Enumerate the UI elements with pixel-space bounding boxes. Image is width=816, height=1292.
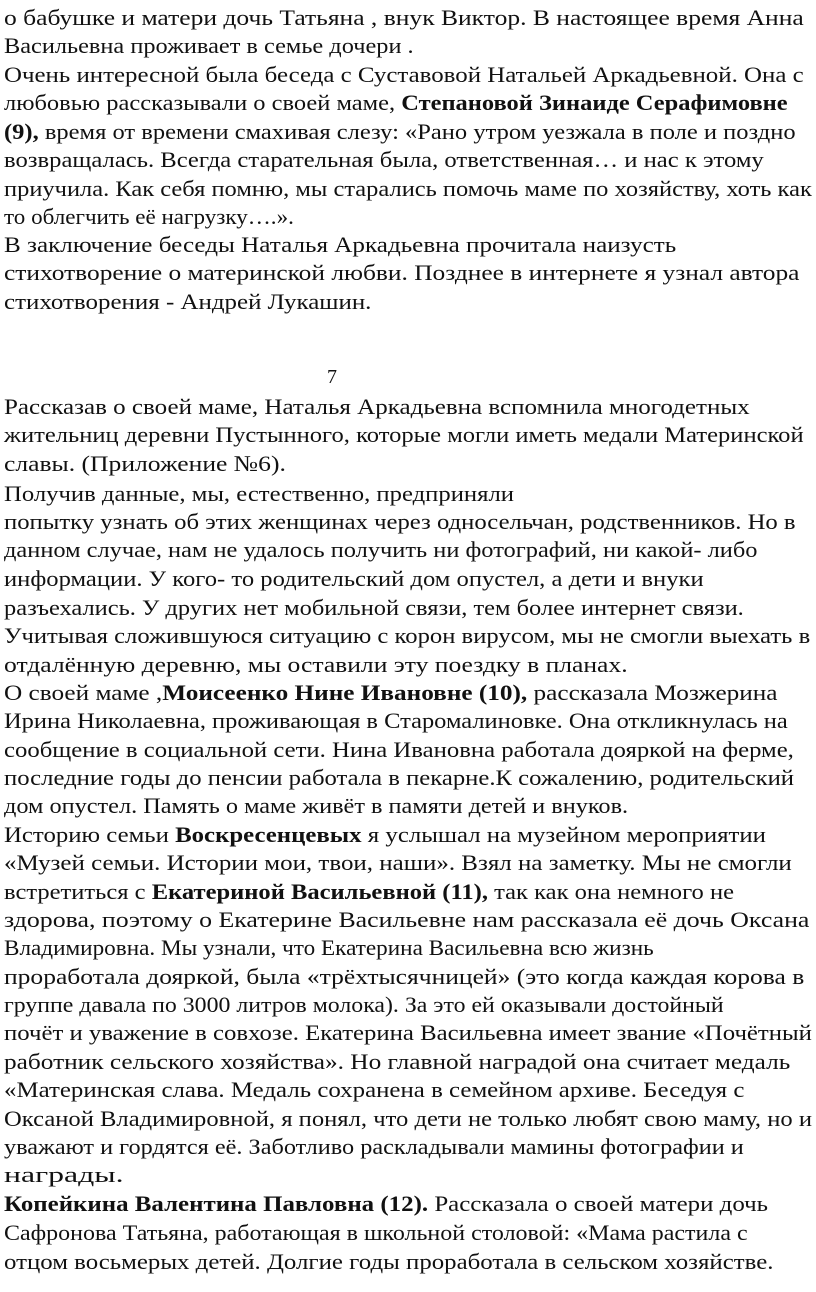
text-line: Очень интересной была беседа с Суставовой Натальей Аркадьевной. Она с: [4, 62, 804, 87]
text-line: дом опустел. Память о маме живёт в памяти детей и внуков.: [4, 793, 629, 818]
text-line: последние годы до пенсии работала в пекарне.К сожалению, родительский: [4, 765, 795, 790]
text-line: славы. (Приложение №6).: [4, 451, 286, 476]
text-line: стихотворения - Андрей Лукашин.: [4, 289, 372, 314]
text-line: разъехались. У других нет мобильной связи, тем более интернет связи.: [4, 595, 744, 620]
bold-name: Екатериной Васильевной (11),: [151, 879, 488, 904]
text-line: почёт и уважение в совхозе. Екатерина Васильевна имеет звание «Почётный: [4, 1020, 812, 1045]
text-line: О своей маме ,Моисеенко Нине Ивановне (10), рассказала Мозжерина: [4, 680, 778, 705]
text-line: «Материнская слава. Медаль сохранена в семейном архиве. Беседуя с: [4, 1077, 745, 1102]
text-line: сообщение в социальной сети. Нина Ивановна работала дояркой на ферме,: [4, 737, 794, 762]
text-line: стихотворение о материнской любви. Позднее в интернете я узнал автора: [4, 260, 800, 285]
text-line: уважают и гордятся её. Заботливо раскладывали мамины фотографии и: [4, 1134, 744, 1159]
text-line: работник сельского хозяйства». Но главной наградой она считает медаль: [4, 1049, 791, 1074]
text-line: жительниц деревни Пустынного, которые могли иметь медали Материнской: [4, 422, 804, 447]
text-line: Историю семьи Воскресенцевых я услышал на музейном мероприятии: [4, 822, 766, 847]
text-line: проработала дояркой, была «трёхтысячницей» (это когда каждая корова в: [4, 964, 805, 989]
bold-name: Степановой Зинаиде Серафимовне: [401, 90, 788, 115]
text-line: В заключение беседы Наталья Аркадьевна прочитала наизусть: [4, 232, 677, 257]
text-line: данном случае, нам не удалось получить ни фотографий, ни какой- либо: [4, 537, 758, 562]
text-line: «Музей семьи. Истории мои, твои, наши». Взял на заметку. Мы не смогли: [4, 850, 792, 875]
text-line: любовью рассказывали о своей маме, Степановой Зинаиде Серафимовне: [4, 90, 788, 115]
bold-name: (9),: [4, 119, 39, 144]
text-line: встретиться с Екатериной Васильевной (11), так как она немного не: [4, 879, 734, 904]
page-number: 7: [327, 366, 337, 388]
text-line: группе давала по 3000 литров молока). За это ей оказывали достойный: [4, 992, 724, 1017]
text-line: Копейкина Валентина Павловна (12). Рассказала о своей матери дочь: [4, 1191, 769, 1216]
text-line: приучила. Как себя помню, мы старались помочь маме по хозяйству, хоть как: [4, 176, 812, 201]
text-line: о бабушке и матери дочь Татьяна , внук Виктор. В настоящее время Анна: [4, 5, 804, 30]
text-line: Оксаной Владимировной, я понял, что дети не только любят свою маму, но и: [4, 1106, 813, 1131]
text-line: здорова, поэтому о Екатерине Васильевне нам рассказала её дочь Оксана: [4, 907, 810, 932]
text-line: награды.: [4, 1162, 124, 1187]
bold-name: Копейкина Валентина Павловна (12).: [4, 1191, 429, 1216]
text-line: (9), время от времени смахивая слезу: «Рано утром уезжала в поле и поздно: [4, 119, 796, 144]
text-line: отцом восьмерых детей. Долгие годы проработала в сельском хозяйстве.: [4, 1249, 774, 1274]
bold-name: Воскресенцевых: [175, 822, 362, 847]
text-line: Рассказав о своей маме, Наталья Аркадьевна вспомнила многодетных: [4, 394, 750, 419]
text-line: Сафронова Татьяна, работающая в школьной столовой: «Мама растила с: [4, 1220, 748, 1245]
text-line: Получив данные, мы, естественно, предприняли: [4, 481, 514, 506]
text-line: Васильевна проживает в семье дочери .: [4, 33, 414, 58]
text-line: информации. У кого- то родительский дом опустел, а дети и внуки: [4, 566, 704, 591]
text-line: Ирина Николаевна, проживающая в Старомалиновке. Она откликнулась на: [4, 708, 788, 733]
bold-name: Моисеенко Нине Ивановне (10),: [162, 680, 528, 705]
text-line: Владимировна. Мы узнали, что Екатерина Васильевна всю жизнь: [4, 935, 654, 960]
text-line: Учитывая сложившуюся ситуацию с корон вирусом, мы не смогли выехать в: [4, 623, 811, 648]
text-line: попытку узнать об этих женщинах через односельчан, родственников. Но в: [4, 509, 796, 534]
text-line: возвращалась. Всегда старательная была, ответственная… и нас к этому: [4, 147, 764, 172]
text-line: отдалённую деревню, мы оставили эту поездку в планах.: [4, 652, 628, 677]
text-line: то облегчить её нагрузку….».: [4, 204, 294, 229]
